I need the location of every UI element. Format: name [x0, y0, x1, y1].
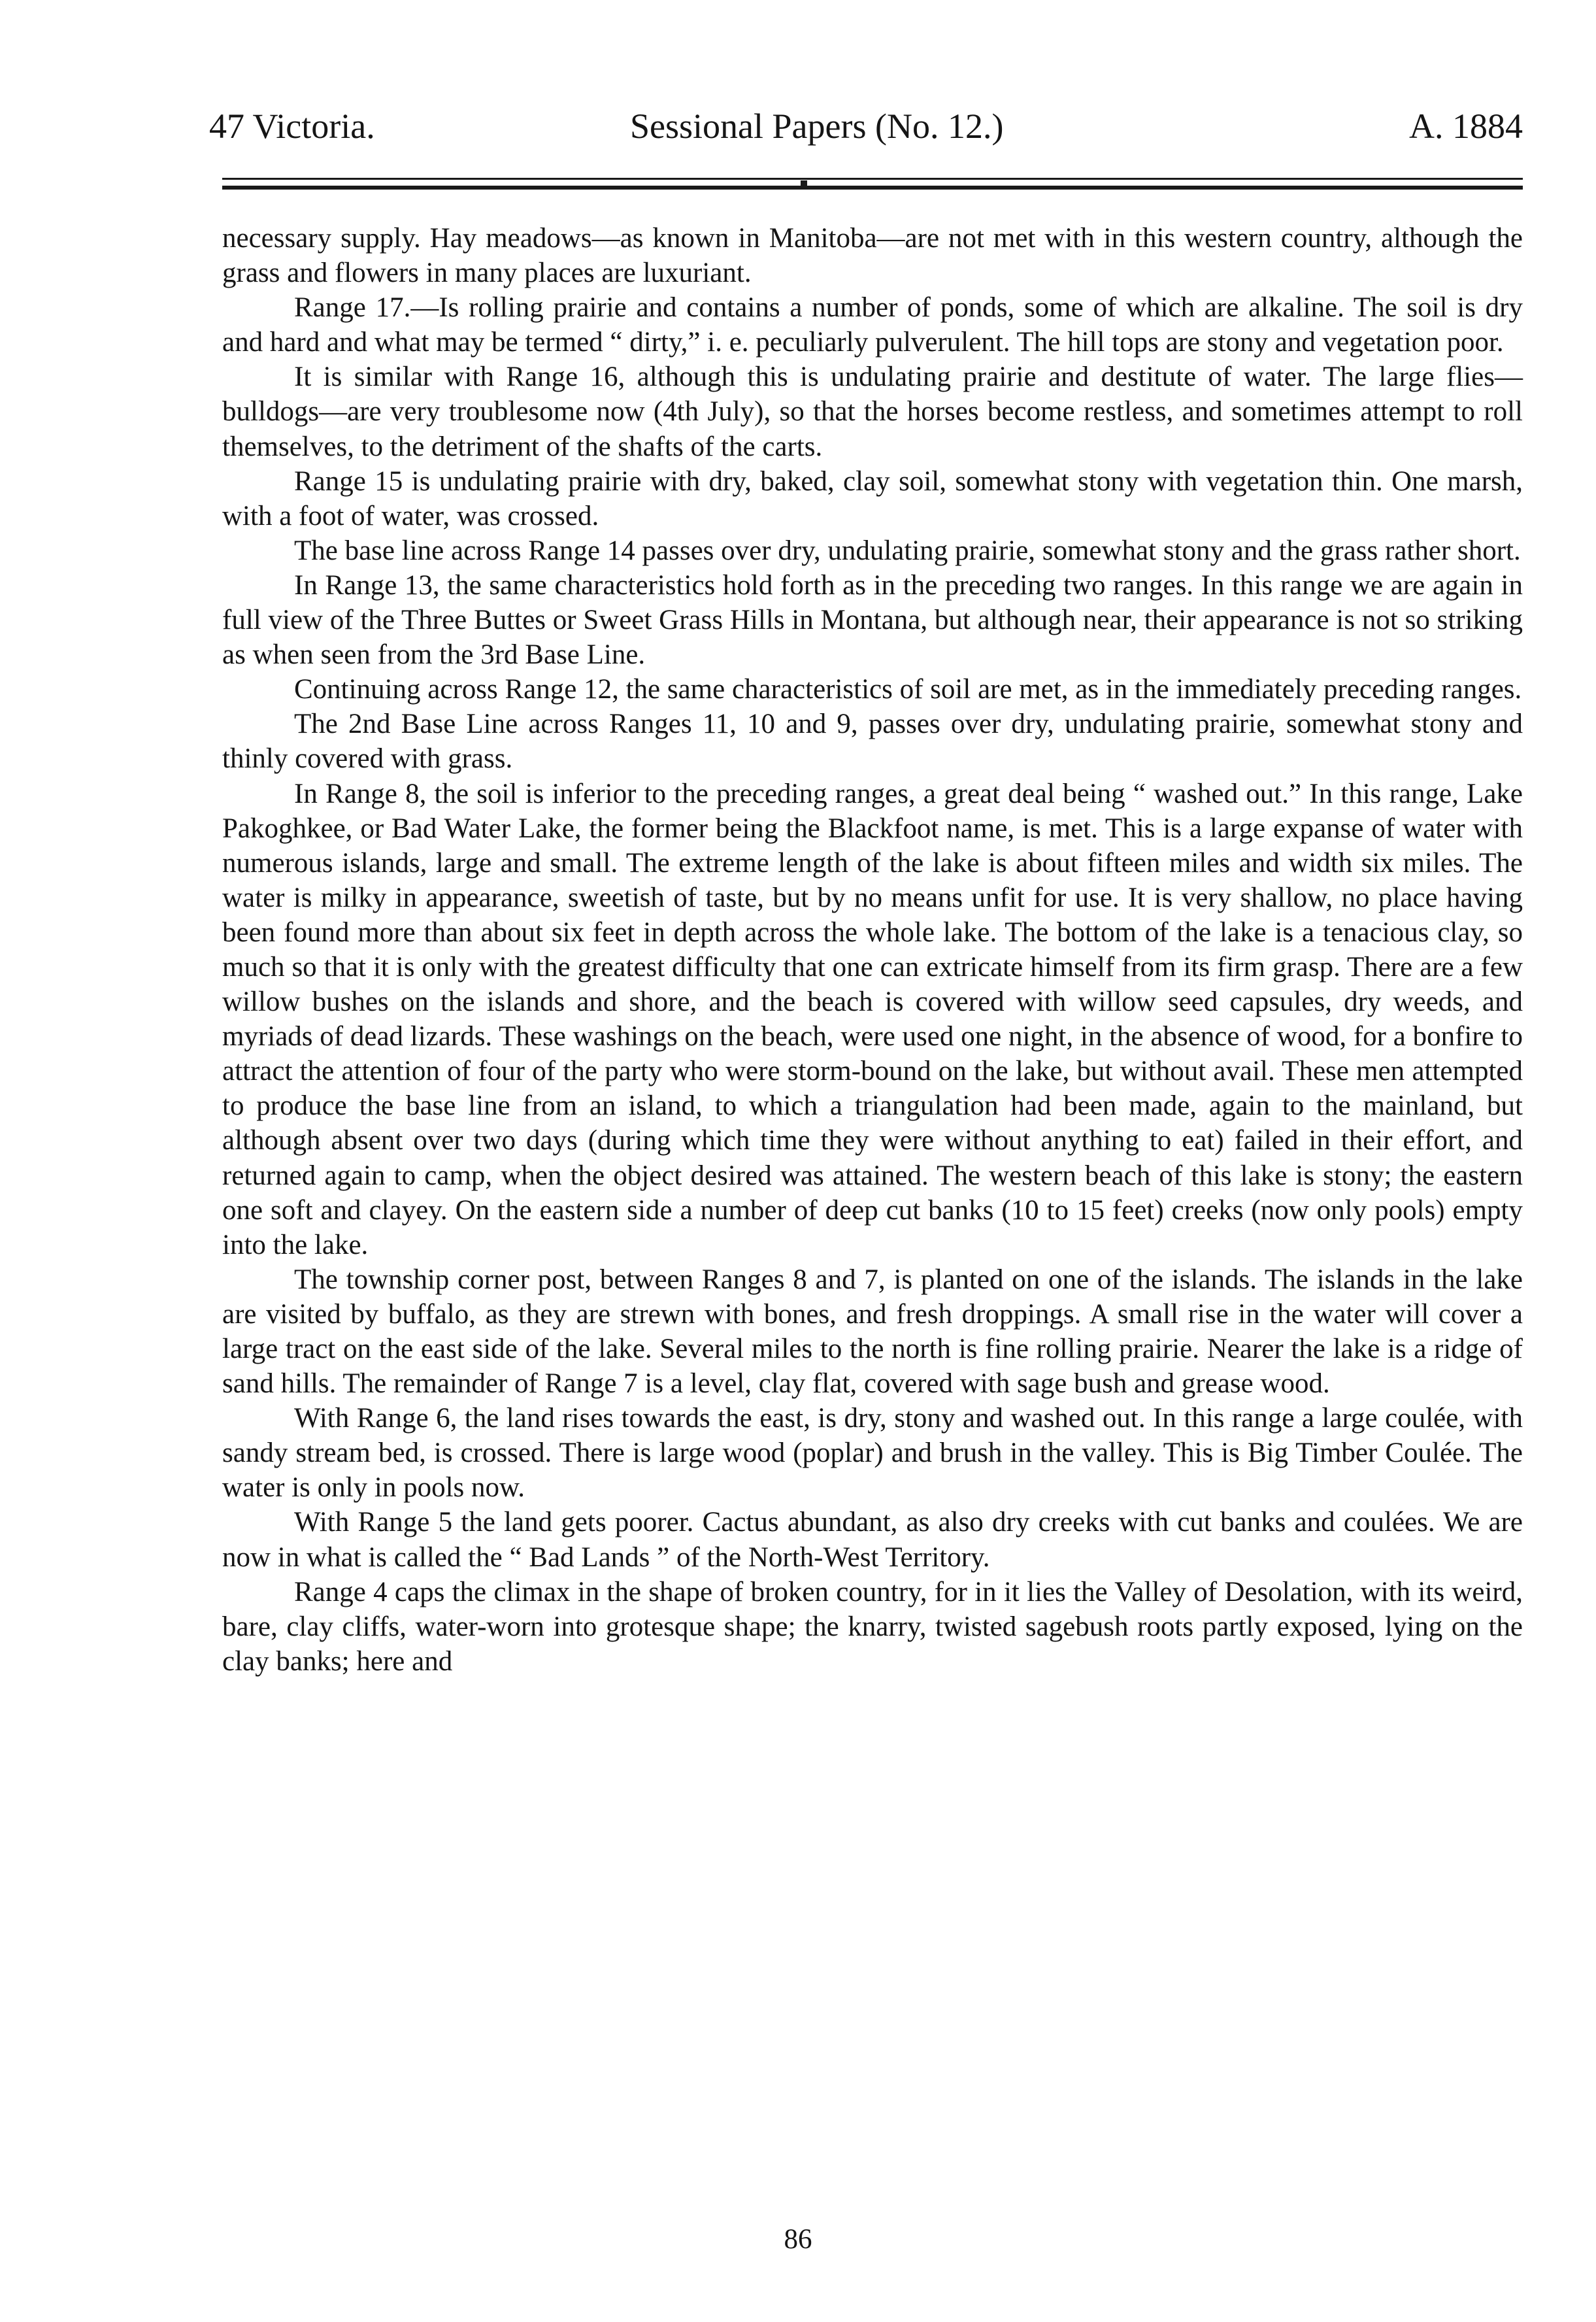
paragraph-continuation: necessary supply. Hay meadows—as known in Manitoba—are not met with in this western country, although the grass and flowers in many places are luxuriant. [222, 223, 1523, 289]
paragraph-range-8: In Range 8, the soil is inferior to the preceding ranges, a great deal being “ washed out.” In this range, Lake Pakoghkee, or Bad Water Lake, the former being the Blackfoot name, is met. This is a large expanse of water with numerous islands, large and small. The extreme length of the lake is about fifteen miles and width six miles. The water is milky in appearance, sweetish of taste, but by no means unfit for use. It is very shallow, no place having been found more than about six feet in depth across the whole lake. The bottom of the lake is a tenacious clay, so much so that it is only with the greatest difficulty that one can extricate himself from its firm grasp. There are a few willow bushes on the islands and shore, and the beach is covered with willow seed capsules, dry weeds, and myriads of dead lizards. These washings on the beach, were used one night, in the absence of wood, for a bonfire to attract the attention of four of the party who were storm-bound on the lake, but without avail. These men attempted to produce the base line from an island, to which a triangulation had been made, again to the mainland, but although absent over two days (during which time they were without anything to eat) failed in their effort, and returned again to camp, when the object desired was attained. The western beach of this lake is stony; the eastern one soft and clayey. On the eastern side a number of deep cut banks (10 to 15 feet) creeks (now only pools) empty into the lake. [222, 778, 1523, 1260]
paragraph-range-15: Range 15 is undulating prairie with dry, baked, clay soil, somewhat stony with vegetation thin. One marsh, with a foot of water, was crossed. [222, 465, 1523, 531]
paragraph-township-corner: The township corner post, between Ranges 8 and 7, is planted on one of the islands. The islands in the lake are visited by buffalo, as they are strewn with bones, and fresh droppings. A small rise in the water will cover a large tract on the east side of the lake. Several miles to the north is fine rolling prairie. Nearer the lake is a ridge of sand hills. The remainder of Range 7 is a level, clay flat, covered with sage bush and grease wood. [222, 1264, 1523, 1400]
header-rule-thick [222, 186, 1523, 190]
header-title: Sessional Papers (No. 12.) [630, 107, 1004, 146]
paragraph-range-13: In Range 13, the same characteristics hold forth as in the preceding two ranges. In this range we are again in full view of the Three Buttes or Sweet Grass Hills in Montana, but although near, their appearance is not so striking as when seen from the 3rd Base Line. [222, 569, 1523, 671]
running-header [209, 103, 1523, 149]
page-number: 86 [784, 2224, 812, 2255]
header-year: A. 1884 [1409, 107, 1523, 146]
header-session: 47 Victoria. [209, 107, 375, 146]
paragraph-range-4: Range 4 caps the climax in the shape of broken country, for in it lies the Valley of Desolation, with its weird, bare, clay cliffs, water-worn into grotesque shape; the knarry, twisted sagebush roots partly exposed, lying on the clay banks; here and [222, 1576, 1523, 1677]
paragraph-range-12: Continuing across Range 12, the same characteristics of soil are met, as in the immediately preceding ranges. [294, 674, 1522, 705]
body-text [222, 221, 1523, 1679]
paragraph-range-14: The base line across Range 14 passes over dry, undulating prairie, somewhat stony and the grass rather short. [294, 535, 1521, 566]
paragraph-range-16: It is similar with Range 16, although this is undulating prairie and destitute of water. The large flies—bulldogs—are very troublesome now (4th July), so that the horses become restless, and sometimes attempt to roll themselves, to the detriment of the shafts of the carts. [222, 362, 1523, 462]
header-rule-thin [222, 178, 1523, 180]
paragraph-second-base-line: The 2nd Base Line across Ranges 11, 10 and 9, passes over dry, undulating prairie, somewhat stony and thinly covered with grass. [222, 709, 1523, 775]
paragraph-range-6: With Range 6, the land rises towards the east, is dry, stony and washed out. In this range a large coulée, with sandy stream bed, is crossed. There is large wood (poplar) and brush in the valley. This is Big Timber Coulée. The water is only in pools now. [222, 1403, 1523, 1504]
paragraph-range-17: Range 17.—Is rolling prairie and contains a number of ponds, some of which are alkaline. The soil is dry and hard and what may be termed “ dirty,” i. e. peculiarly pulverulent. The hill tops are stony and vegetation poor. [222, 292, 1523, 358]
paragraph-range-5: With Range 5 the land gets poorer. Cactus abundant, as also dry creeks with cut banks and coulées. We are now in what is called the “ Bad Lands ” of the North-West Territory. [222, 1507, 1523, 1573]
